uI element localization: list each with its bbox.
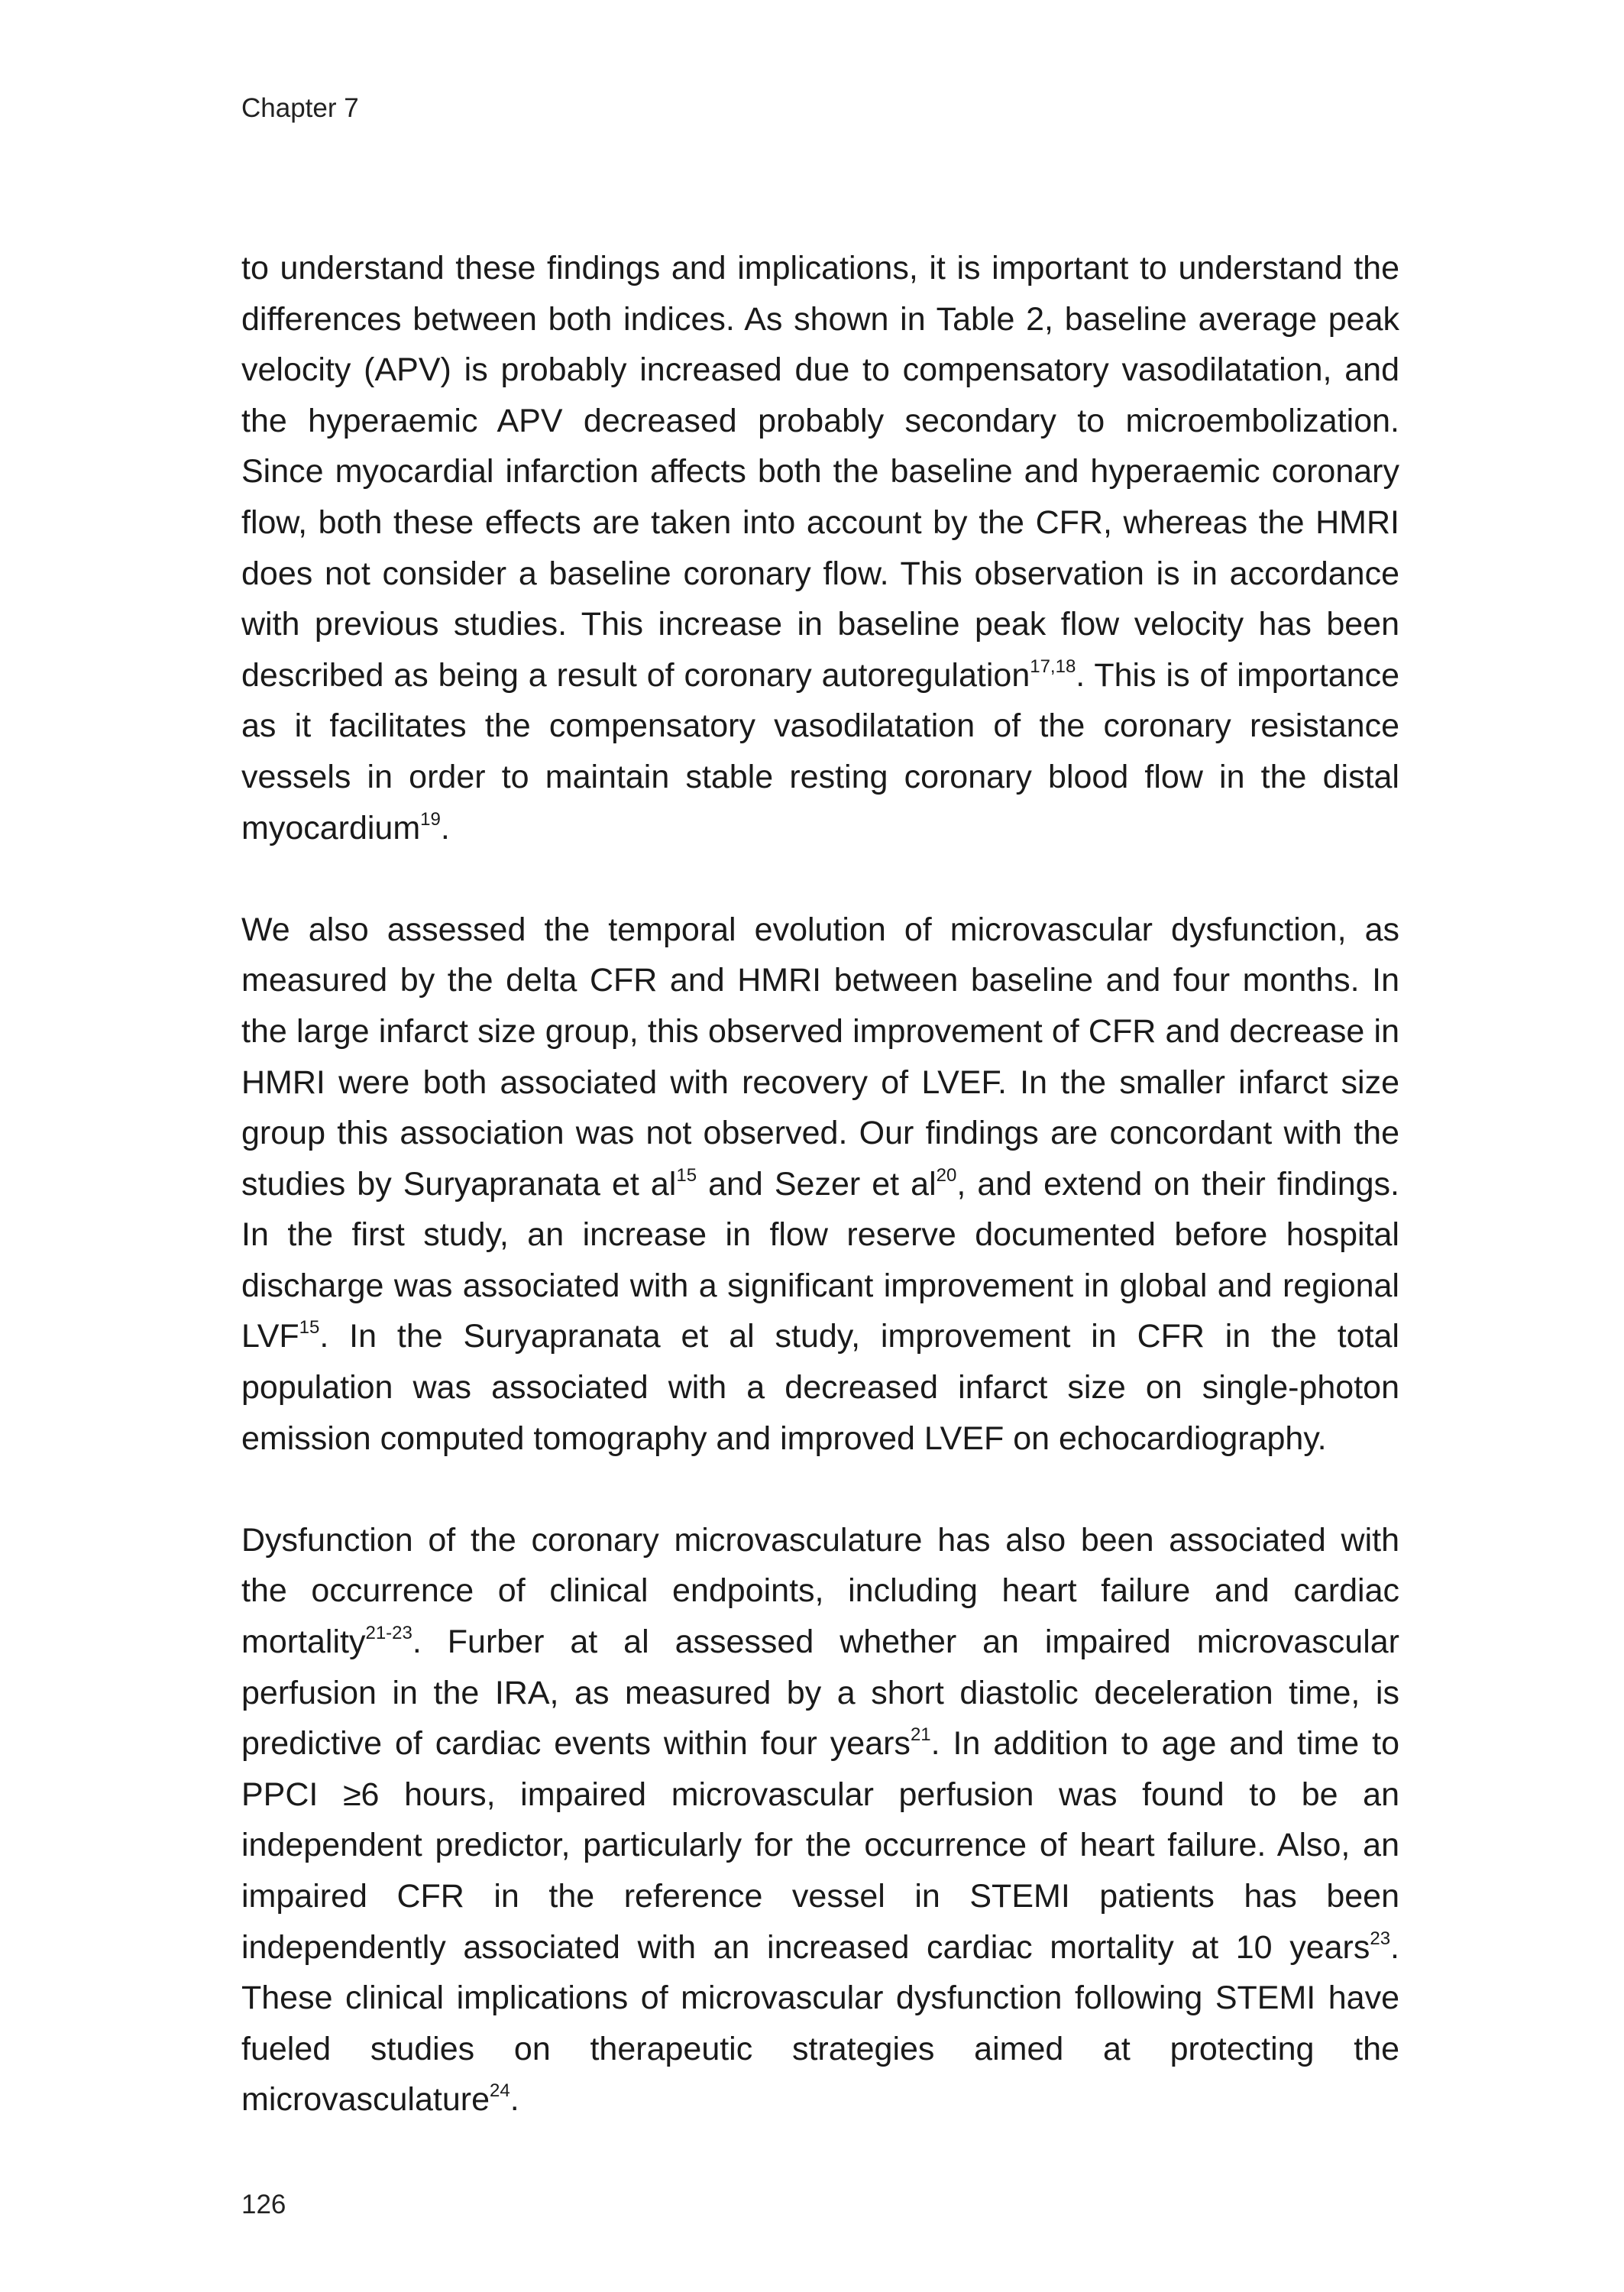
text-segment: , and extend on their findings. In the first study, an increase in flow reserve documented before hospital discharge was associated with a significant improvement in global and regional LVF	[241, 1165, 1399, 1355]
text-segment: to understand these findings and implications, it is important to understand the differences between both indices. As shown in Table 2, baseline average peak velocity (APV) is probably increased due to compensatory vasodilatation, and the hyperaemic APV decreased probably secondary to microembolization. Since myocardial infarction affects both the baseline and hyperaemic coronary flow, both these effects are taken into account by the CFR, whereas the HMRI does not consider a baseline coronary flow. This observation is in accordance with previous studies. This increase in baseline peak flow velocity has been described as being a result of coronary autoregulation	[241, 250, 1399, 694]
text-segment: . This is of importance as it facilitates the compensatory vasodilatation of the coronary resistance vessels in order to maintain stable resting coronary blood flow in the distal myocardium	[241, 656, 1399, 847]
citation-superscript: 21-23	[365, 1623, 412, 1644]
text-segment: .	[510, 2081, 519, 2119]
page-number: 126	[241, 2190, 286, 2219]
citation-superscript: 17,18	[1030, 656, 1076, 677]
citation-superscript: 23	[1370, 1928, 1391, 1949]
text-segment: We also assessed the temporal evolution of microvascular dysfunction, as measured by the delta CFR and HMRI between baseline and four months. In the large infarct size group, this observed improvement of CFR and decrease in HMRI were both associated with recovery of LVEF. In the smaller infarct size group this association was not observed. Our findings are concordant with the studies by Suryapranata et al	[241, 911, 1399, 1203]
paragraph-2	[241, 905, 1399, 1465]
citation-superscript: 24	[490, 2080, 510, 2102]
text-segment: Dysfunction of the coronary microvasculature has also been associated with the occurrence of clinical endpoints, including heart failure and cardiac mortality	[241, 1521, 1399, 1661]
running-head: Chapter 7	[241, 93, 359, 123]
text-segment: . Furber at al assessed whether an impaired microvascular perfusion in the IRA, as measured by a short diastolic deceleration time, is predictive of cardiac events within four years	[241, 1624, 1399, 1763]
body-text	[241, 243, 1399, 2125]
paragraph-1	[241, 243, 1399, 853]
paragraph-3	[241, 1515, 1399, 2125]
citation-superscript: 21	[910, 1724, 931, 1746]
text-segment: . These clinical implications of microvascular dysfunction following STEMI have fueled studies on therapeutic strategies aimed at protecting the microvasculature	[241, 1928, 1399, 2119]
text-segment: and Sezer et al	[697, 1165, 937, 1203]
text-segment: .	[440, 809, 450, 847]
citation-superscript: 20	[936, 1164, 957, 1186]
citation-superscript: 15	[676, 1164, 697, 1186]
text-segment: . In the Suryapranata et al study, improvement in CFR in the total population was associated with a decreased infarct size on single-photon emission computed tomography and improved LVEF on echocardiography.	[241, 1318, 1399, 1457]
citation-superscript: 19	[420, 808, 441, 830]
text-segment: . In addition to age and time to PPCI ≥6 hours, impaired microvascular perfusion was found to be an independent predictor, particularly for the occurrence of heart failure. Also, an impaired CFR in the reference vessel in STEMI patients has been independently associated with an increased cardiac mortality at 10 years	[241, 1725, 1399, 1966]
citation-superscript: 15	[299, 1317, 320, 1339]
